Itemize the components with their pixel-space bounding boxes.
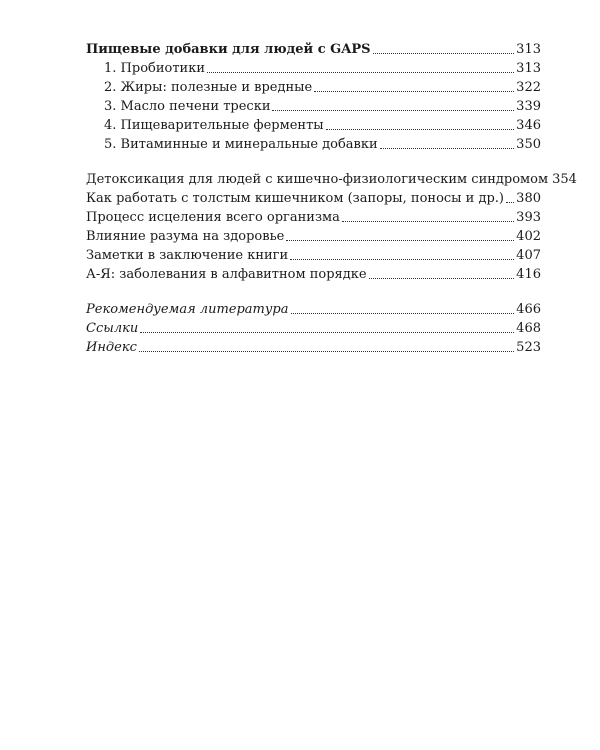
toc-entry-title: 5. Витаминные и минеральные добавки bbox=[104, 137, 378, 152]
toc-entry-title: Индекс bbox=[86, 340, 137, 355]
toc-entry-title: 2. Жиры: полезные и вредные bbox=[104, 80, 313, 95]
toc-entry-fats bbox=[86, 78, 541, 97]
toc-entry-page: 313 bbox=[516, 61, 541, 76]
toc-entry-title: Процесс исцеления всего организма bbox=[86, 210, 340, 225]
table-of-contents bbox=[86, 40, 577, 357]
dot-leader bbox=[290, 258, 514, 260]
toc-entry-title: Заметки в заключение книги bbox=[86, 248, 289, 263]
toc-entry-probiotics bbox=[86, 59, 541, 78]
toc-entry-page: 402 bbox=[516, 229, 541, 244]
dot-leader bbox=[369, 277, 515, 279]
toc-entry-conclusion bbox=[86, 246, 541, 265]
toc-entry-page: 393 bbox=[516, 210, 541, 225]
toc-entry-supplements bbox=[86, 40, 541, 59]
dot-leader bbox=[140, 331, 514, 333]
toc-entry-detox bbox=[86, 170, 577, 189]
toc-entry-a-z bbox=[86, 265, 541, 284]
dot-leader bbox=[326, 128, 515, 130]
toc-entry-page: 313 bbox=[516, 42, 541, 57]
toc-entry-mind bbox=[86, 227, 541, 246]
toc-entry-cod-liver-oil bbox=[86, 97, 541, 116]
toc-entry-page: 346 bbox=[516, 118, 541, 133]
dot-leader bbox=[380, 147, 515, 149]
toc-entry-page: 407 bbox=[516, 248, 541, 263]
dot-leader bbox=[272, 109, 514, 111]
toc-entry-page: 350 bbox=[516, 137, 541, 152]
toc-entry-colon bbox=[86, 189, 541, 208]
toc-entry-enzymes bbox=[86, 116, 541, 135]
toc-entry-page: 322 bbox=[516, 80, 541, 95]
toc-entry-title: Рекомендуемая литература bbox=[86, 302, 289, 317]
section-spacer bbox=[86, 284, 541, 300]
dot-leader bbox=[207, 71, 514, 73]
toc-entry-title: Ссылки bbox=[86, 321, 139, 336]
toc-entry-page: 416 bbox=[516, 267, 541, 282]
dot-leader bbox=[139, 350, 514, 352]
toc-entry-title: Детоксикация для людей с кишечно-физиологическим синдромом bbox=[86, 172, 549, 187]
toc-entry-title: Влияние разума на здоровье bbox=[86, 229, 285, 244]
toc-entry-page: 523 bbox=[516, 340, 541, 355]
toc-entry-vitamins bbox=[86, 135, 541, 154]
toc-entry-page: 468 bbox=[516, 321, 541, 336]
toc-entry-title: Как работать с толстым кишечником (запоры, поносы и др.) bbox=[86, 191, 504, 206]
toc-entry-index bbox=[86, 338, 541, 357]
toc-entry-page: 466 bbox=[516, 302, 541, 317]
dot-leader bbox=[314, 90, 514, 92]
dot-leader bbox=[291, 312, 515, 314]
toc-entry-title: 3. Масло печени трески bbox=[104, 99, 271, 114]
toc-entry-page: 339 bbox=[516, 99, 541, 114]
toc-entry-references bbox=[86, 319, 541, 338]
toc-entry-page: 354 bbox=[552, 172, 577, 187]
toc-entry-healing bbox=[86, 208, 541, 227]
toc-entry-title: Пищевые добавки для людей с GAPS bbox=[86, 42, 371, 57]
dot-leader bbox=[342, 220, 514, 222]
dot-leader bbox=[286, 239, 514, 241]
section-spacer bbox=[86, 154, 541, 170]
dot-leader bbox=[373, 52, 515, 54]
dot-leader bbox=[506, 201, 514, 203]
toc-entry-page: 380 bbox=[516, 191, 541, 206]
toc-entry-literature bbox=[86, 300, 541, 319]
toc-entry-title: 4. Пищеварительные ферменты bbox=[104, 118, 324, 133]
toc-entry-title: А-Я: заболевания в алфавитном порядке bbox=[86, 267, 367, 282]
toc-entry-title: 1. Пробиотики bbox=[104, 61, 205, 76]
